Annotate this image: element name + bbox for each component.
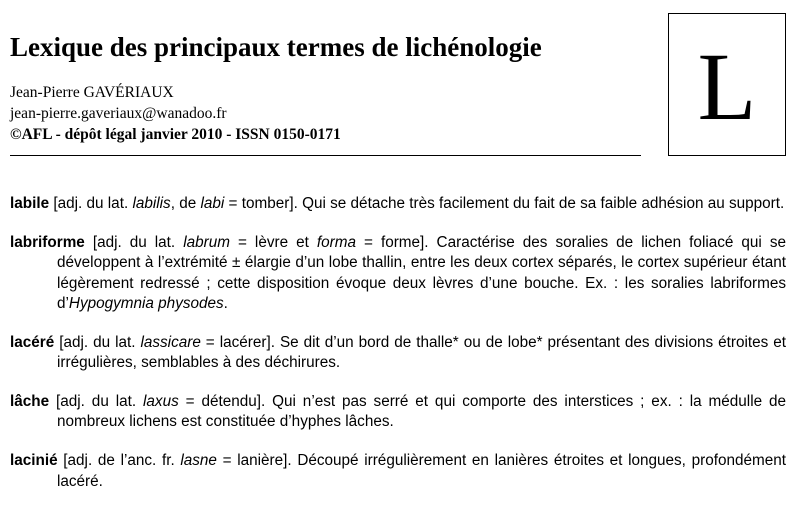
author-block [10, 82, 341, 145]
entry-text: = lanière]. Découpé irrégulièrement en lanières étroites et longues, profondément lacéré. [57, 452, 787, 490]
lexicon-entry [10, 333, 786, 374]
entry-latin: forma [316, 233, 356, 251]
entry-text: = détendu]. Qui n’est pas serré et qui comporte des interstices ; ex. : la médulle de nombreux lichens est constituée d’hyphes lâches. [57, 393, 786, 431]
entry-latin: lasne [180, 452, 217, 470]
entry-text: = tomber]. Qui se détache très facilement du fait de sa faible adhésion au support. [224, 195, 785, 212]
entry-text: = forme]. Caractérise des soralies de lichen foliacé qui se développent à l’extrémité ± élargie d’un lobe thallin, entre les deux cortex séparés, le cortex supérieur étant légèrement redressé ; cette disposition évoque deux lèvres d’une bouche. Ex. : les soralies labriformes d’ [57, 233, 786, 313]
author-email: jean-pierre.gaveriaux@wanadoo.fr [10, 105, 227, 122]
entry-text: . [223, 295, 228, 313]
entry-text: [adj. du lat. [84, 233, 184, 251]
entry-latin: labi [200, 195, 225, 212]
document-title: Lexique des principaux termes de lichénologie [10, 32, 542, 62]
section-letter-box [668, 13, 786, 156]
entry-term: labile [10, 195, 50, 212]
entry-latin: lassicare [140, 333, 201, 351]
entry-species: Hypogymnia physodes [68, 295, 224, 313]
lexicon-entry [10, 194, 786, 214]
entry-text: [adj. du lat. [54, 333, 141, 351]
entry-term: lâche [10, 393, 50, 411]
section-letter: L [697, 32, 757, 140]
entry-latin: labilis [132, 195, 171, 212]
lexicon-entry [10, 451, 786, 492]
entry-text: [adj. du lat. [49, 195, 133, 212]
lexicon-entry [10, 392, 786, 433]
entry-text: [adj. de l’anc. fr. [57, 452, 181, 470]
author-name: Jean-Pierre GAVÉRIAUX [10, 84, 174, 101]
header-divider [10, 155, 641, 156]
legal-notice: ©AFL - dépôt légal janvier 2010 - ISSN 0150-0171 [10, 126, 341, 143]
entry-term: lacinié [10, 452, 58, 470]
entry-latin: laxus [143, 393, 179, 411]
entry-text: = lèvre et [229, 233, 317, 251]
entry-term: labriforme [10, 233, 85, 251]
entry-term: lacéré [10, 333, 55, 351]
entry-text: = lacérer]. Se dit d’un bord de thalle* ou de lobe* présentant des divisions étroites et irrégulières, semblables à des déchirures. [57, 333, 786, 372]
entry-latin: labrum [183, 233, 230, 251]
entry-text: , de [170, 195, 201, 212]
lexicon-entry [10, 233, 786, 315]
entry-text: [adj. du lat. [49, 393, 144, 411]
lexicon-entries [10, 194, 786, 510]
